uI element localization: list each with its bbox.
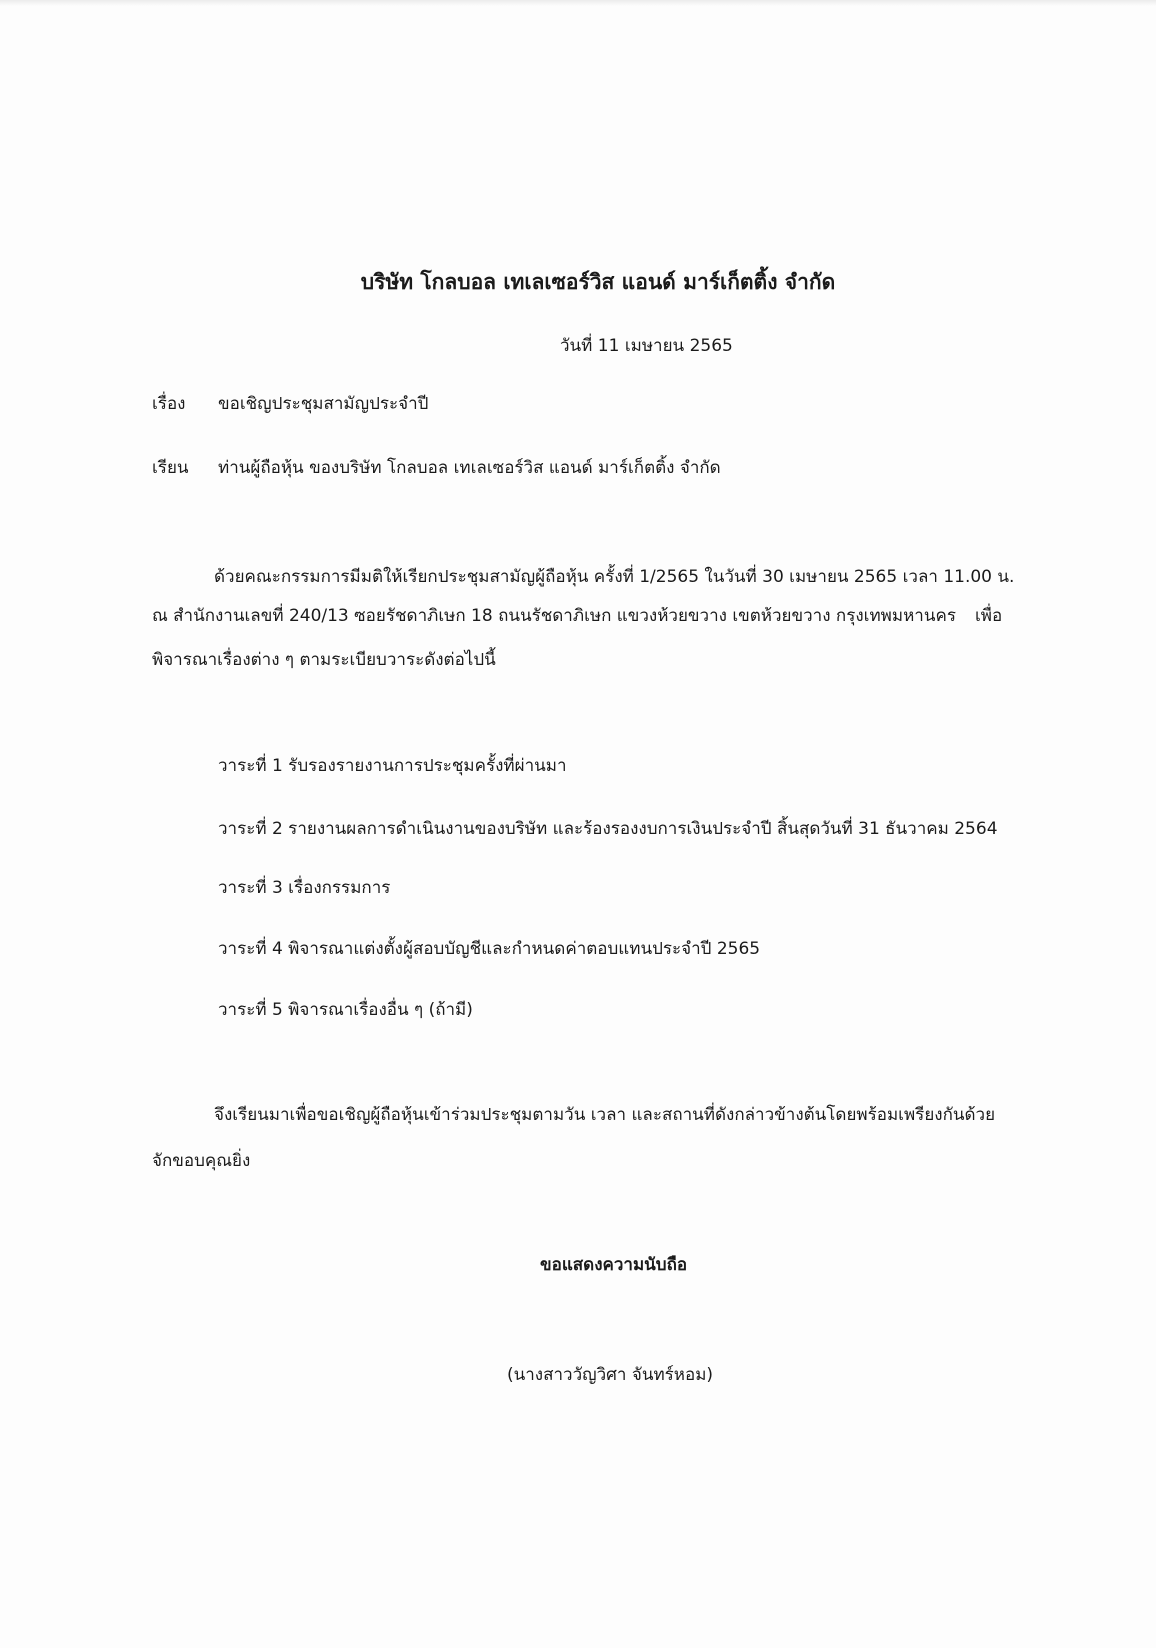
letter-date: วันที่ 11 เมษายน 2565: [560, 336, 733, 356]
paragraph-2-line-1: จึงเรียนมาเพื่อขอเชิญผู้ถือหุ้นเข้าร่วมประชุมตามวัน เวลา และสถานที่ดังกล่าวข้างต้นโดยพร้อมเพรียงกันด้วย: [214, 1105, 996, 1125]
company-title: บริษัท โกลบอล เทเลเซอร์วิส แอนด์ มาร์เก็ตติ้ง จำกัด: [360, 270, 836, 294]
agenda-item-1: วาระที่ 1 รับรองรายงานการประชุมครั้งที่ผ่านมา: [218, 756, 567, 776]
paragraph-1-line-3: พิจารณาเรื่องต่าง ๆ ตามระเบียบวาระดังต่อไปนี้: [152, 650, 496, 670]
recipient-label: เรียน: [152, 458, 189, 478]
paragraph-1-line-2-end: เพื่อ: [975, 606, 1003, 626]
signer-name: (นางสาววัญวิศา จันทร์หอม): [507, 1365, 714, 1385]
agenda-item-2: วาระที่ 2 รายงานผลการดำเนินงานของบริษัท และร้องรองงบการเงินประจำปี สิ้นสุดวันที่ 31 ธันวาคม 2564: [218, 819, 998, 839]
closing-phrase: ขอแสดงความนับถือ: [540, 1255, 688, 1275]
recipient-text: ท่านผู้ถือหุ้น ของบริษัท โกลบอล เทเลเซอร์วิส แอนด์ มาร์เก็ตติ้ง จำกัด: [218, 458, 721, 478]
agenda-item-5: วาระที่ 5 พิจารณาเรื่องอื่น ๆ (ถ้ามี): [218, 1000, 473, 1020]
agenda-item-3: วาระที่ 3 เรื่องกรรมการ: [218, 878, 391, 898]
scan-edge: [0, 0, 1156, 6]
agenda-item-4: วาระที่ 4 พิจารณาแต่งตั้งผู้สอบบัญชีและกำหนดค่าตอบแทนประจำปี 2565: [218, 939, 761, 959]
subject-text: ขอเชิญประชุมสามัญประจำปี: [218, 394, 429, 414]
paragraph-1-line-2: ณ สำนักงานเลขที่ 240/13 ซอยรัชดาภิเษก 18 ถนนรัชดาภิเษก แขวงห้วยขวาง เขตห้วยขวาง กรุงเทพมหานคร: [152, 606, 956, 626]
subject-label: เรื่อง: [152, 394, 186, 414]
paragraph-2-line-2: จักขอบคุณยิ่ง: [152, 1151, 251, 1171]
paragraph-1-line-1: ด้วยคณะกรรมการมีมติให้เรียกประชุมสามัญผู้ถือหุ้น ครั้งที่ 1/2565 ในวันที่ 30 เมษายน 2565 เวลา 11.00 น.: [214, 567, 1015, 587]
